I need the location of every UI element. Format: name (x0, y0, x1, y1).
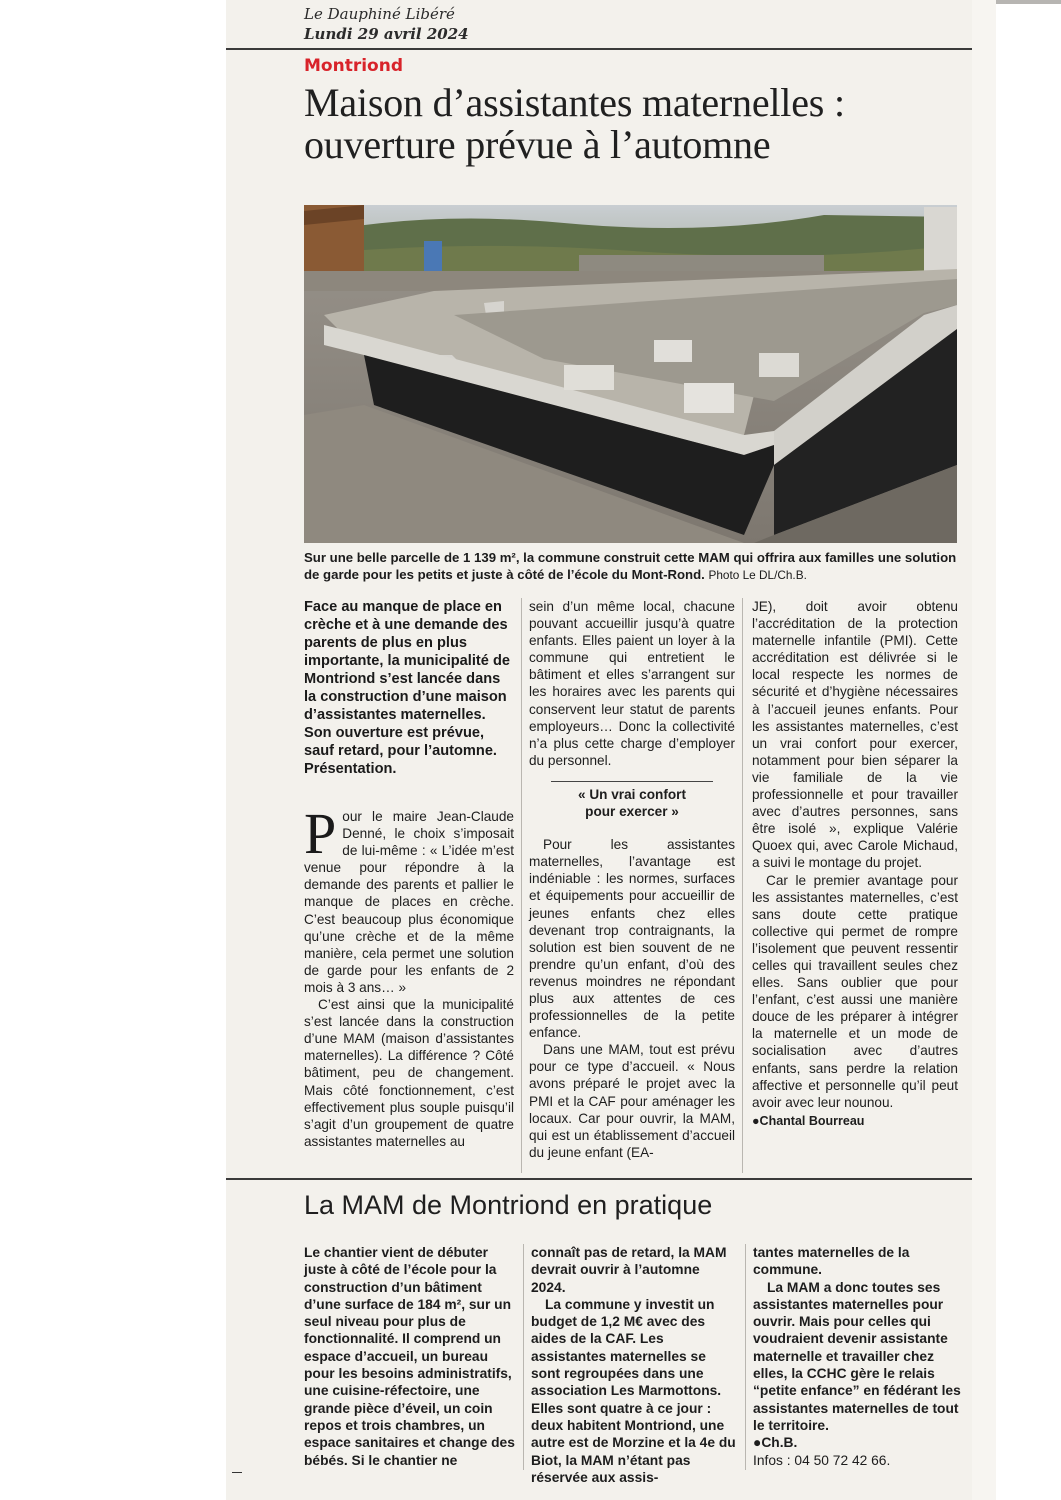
scan-mark (232, 1472, 242, 1473)
box-column-1 (304, 1244, 519, 1469)
headline-line-1: Maison d’assistantes maternelles : (304, 80, 845, 125)
article-paragraph: JE), doit avoir obtenu l’accréditation de la protection maternelle infantile (PMI). Cette accréditation est délivrée si le local respecte les normes de sécurité et d’hygiène nécessaires à l’accueil jeunes enfants. Pour les assistantes maternelles, c’est un vrai confort pour exercer, notamment pour bien séparer la vie familiale de la vie professionnelle et pour travailler avec d’autres personnes, sans être isolé », explique Valérie Quoex qui, avec Carole Michaud, a suivi le montage du projet. (752, 599, 958, 871)
box-title: La MAM de Montriond en pratique (304, 1190, 713, 1220)
column-divider (521, 598, 522, 1173)
box-paragraph: tantes maternelles de la commune. (753, 1245, 910, 1278)
subheading-line-1: « Un vrai confort (577, 786, 686, 802)
article-column-3 (752, 598, 958, 1130)
headline-line-2: ouverture prévue à l’automne (304, 122, 771, 167)
article-paragraph: Car le premier avantage pour les assistantes maternelles, c’est sans doute cette pratique collective qui permet de rompre l’isolement que peuvent ressentir celles qui travaillent seules chez elles. Sans oublier que pour l’enfant, c’est aussi une manière douce de les préparer à intégrer la maternelle et un mode de socialisation avec d’autres enfants, sans perdre la relation affective et personnelle qu’il peut avoir avec leur nounou. (752, 872, 958, 1110)
column-divider (742, 598, 743, 1173)
subheading-rule (551, 781, 713, 782)
box-paragraph: La commune y investit un budget de 1,2 M€ avec des aides de la CAF. Les assistantes maternelles se sont regroupées dans une association Les Marmottons. Elles sont quatre à ce jour : deux habitent Montriond, une autre est de Morzine et la 4e du Biot, la MAM n’étant pas réservée aux assis- (531, 1296, 736, 1485)
subheading-line-2: pour exercer » (585, 804, 679, 820)
issue-date: Lundi 29 avril 2024 (304, 25, 469, 43)
masthead-rule (226, 48, 972, 50)
photo-caption (304, 549, 964, 584)
box-infos: Infos : 04 50 72 42 66. (753, 1452, 891, 1468)
author-byline: ●Chantal Bourreau (752, 1113, 865, 1128)
masthead (304, 4, 469, 44)
scan-margin-strip (972, 0, 996, 1500)
drop-cap: P (304, 801, 337, 866)
article-paragraph (304, 801, 514, 996)
box-column-3 (753, 1244, 961, 1469)
box-paragraph: La MAM a donc toutes ses assistantes maternelles pour ouvrir. Mais pour celles qui voudraient devenir assistante maternelle et travailler chez elles, la CCHC gère le relais “petite enfance” en fédérant les assistantes maternelles de tout le territoire. (753, 1279, 961, 1433)
box-paragraph: connaît pas de retard, la MAM devrait ouvrir à l’automne 2024. (531, 1245, 727, 1295)
column-divider (745, 1244, 746, 1470)
newspaper-name: Le Dauphiné Libéré (304, 5, 455, 23)
article-paragraph: sein d’un même local, chacune pouvant accueillir jusqu’à quatre enfants. Elles paient un loyer à la commune qui entretient le bâtiment et elles s’arrangent sur les horaires avec les parents qui conservent leur statut de parents employeurs… Donc la collectivité n’a plus cette charge d’employer du personnel. (529, 599, 735, 768)
section-kicker: Montriond (304, 56, 403, 76)
construction-site-photo (304, 205, 957, 543)
headline (304, 82, 972, 166)
article-paragraph: C’est ainsi que la municipalité s’est lancée dans la construction d’une MAM (maison d’assistantes maternelles). La différence ? Côté bâtiment, peu de changement. Mais côté fonctionnement, c’est effectivement plus souple puisqu’il s’agit d’un groupement de quatre assistantes maternelles au (304, 997, 514, 1149)
box-paragraph: Le chantier vient de débuter juste à côté de l’école pour la construction d’un bâtiment d’une surface de 184 m², sur un seul niveau pour plus de fonctionnalité. Il comprend un espace d’accueil, un bureau pour les besoins administratifs, une cuisine-réfectoire, une grande pièce d’éveil, un coin repos et trois chambres, un espace sanitaires et change des bébés. Si le chantier ne (304, 1245, 515, 1468)
lead-paragraph: Face au manque de place en crèche et à une demande des parents de plus en plus importante, la municipalité de Montriond s’est lancée dans la construction d’une maison d’assistantes maternelles. Son ouverture est prévue, sauf retard, pour l’automne. Présentation. (304, 599, 510, 777)
box-byline: ●Ch.B. (753, 1435, 798, 1451)
photo-credit: Photo Le DL/Ch.B. (708, 568, 807, 582)
column-divider (523, 1244, 524, 1470)
section-rule (226, 1178, 972, 1180)
article-text: our le maire Jean-Claude Denné, le choix s’imposait de lui-même : « L’idée m’est venue pour répondre à la demande des parents et pallier le manque de places en crèche. C’est beaucoup plus économique qu’une crèche et de la même manière, cela permet une solution de garde pour les enfants de 2 mois à 3 ans… » (304, 809, 514, 995)
subheading (529, 781, 735, 820)
article-column-1 (304, 801, 514, 1150)
box-column-2 (531, 1244, 737, 1486)
article-paragraph: Dans une MAM, tout est prévu pour ce type d’accueil. « Nous avons préparé le projet avec la PMI et la CAF pour aménager les locaux. Car pour ouvrir, la MAM, qui est un établissement d’accueil du jeune enfant (EA- (529, 1042, 735, 1160)
caption-text: Sur une belle parcelle de 1 139 m², la commune construit cette MAM qui offrira aux familles une solution de garde pour les petits et juste à côté de l’école du Mont-Rond. (304, 550, 957, 582)
article-column-2 (529, 598, 735, 1161)
article-paragraph: Pour les assistantes maternelles, l’avantage est indéniable : les normes, surfaces et équipements pour accueillir de jeunes enfants chez elles devenant trop contraignants, la solution est bien souvent de ne prendre qu’un enfant, d’où des revenus moindres ne répondant plus aux attentes de ces professionnelles de la petite enfance. (529, 837, 735, 1041)
